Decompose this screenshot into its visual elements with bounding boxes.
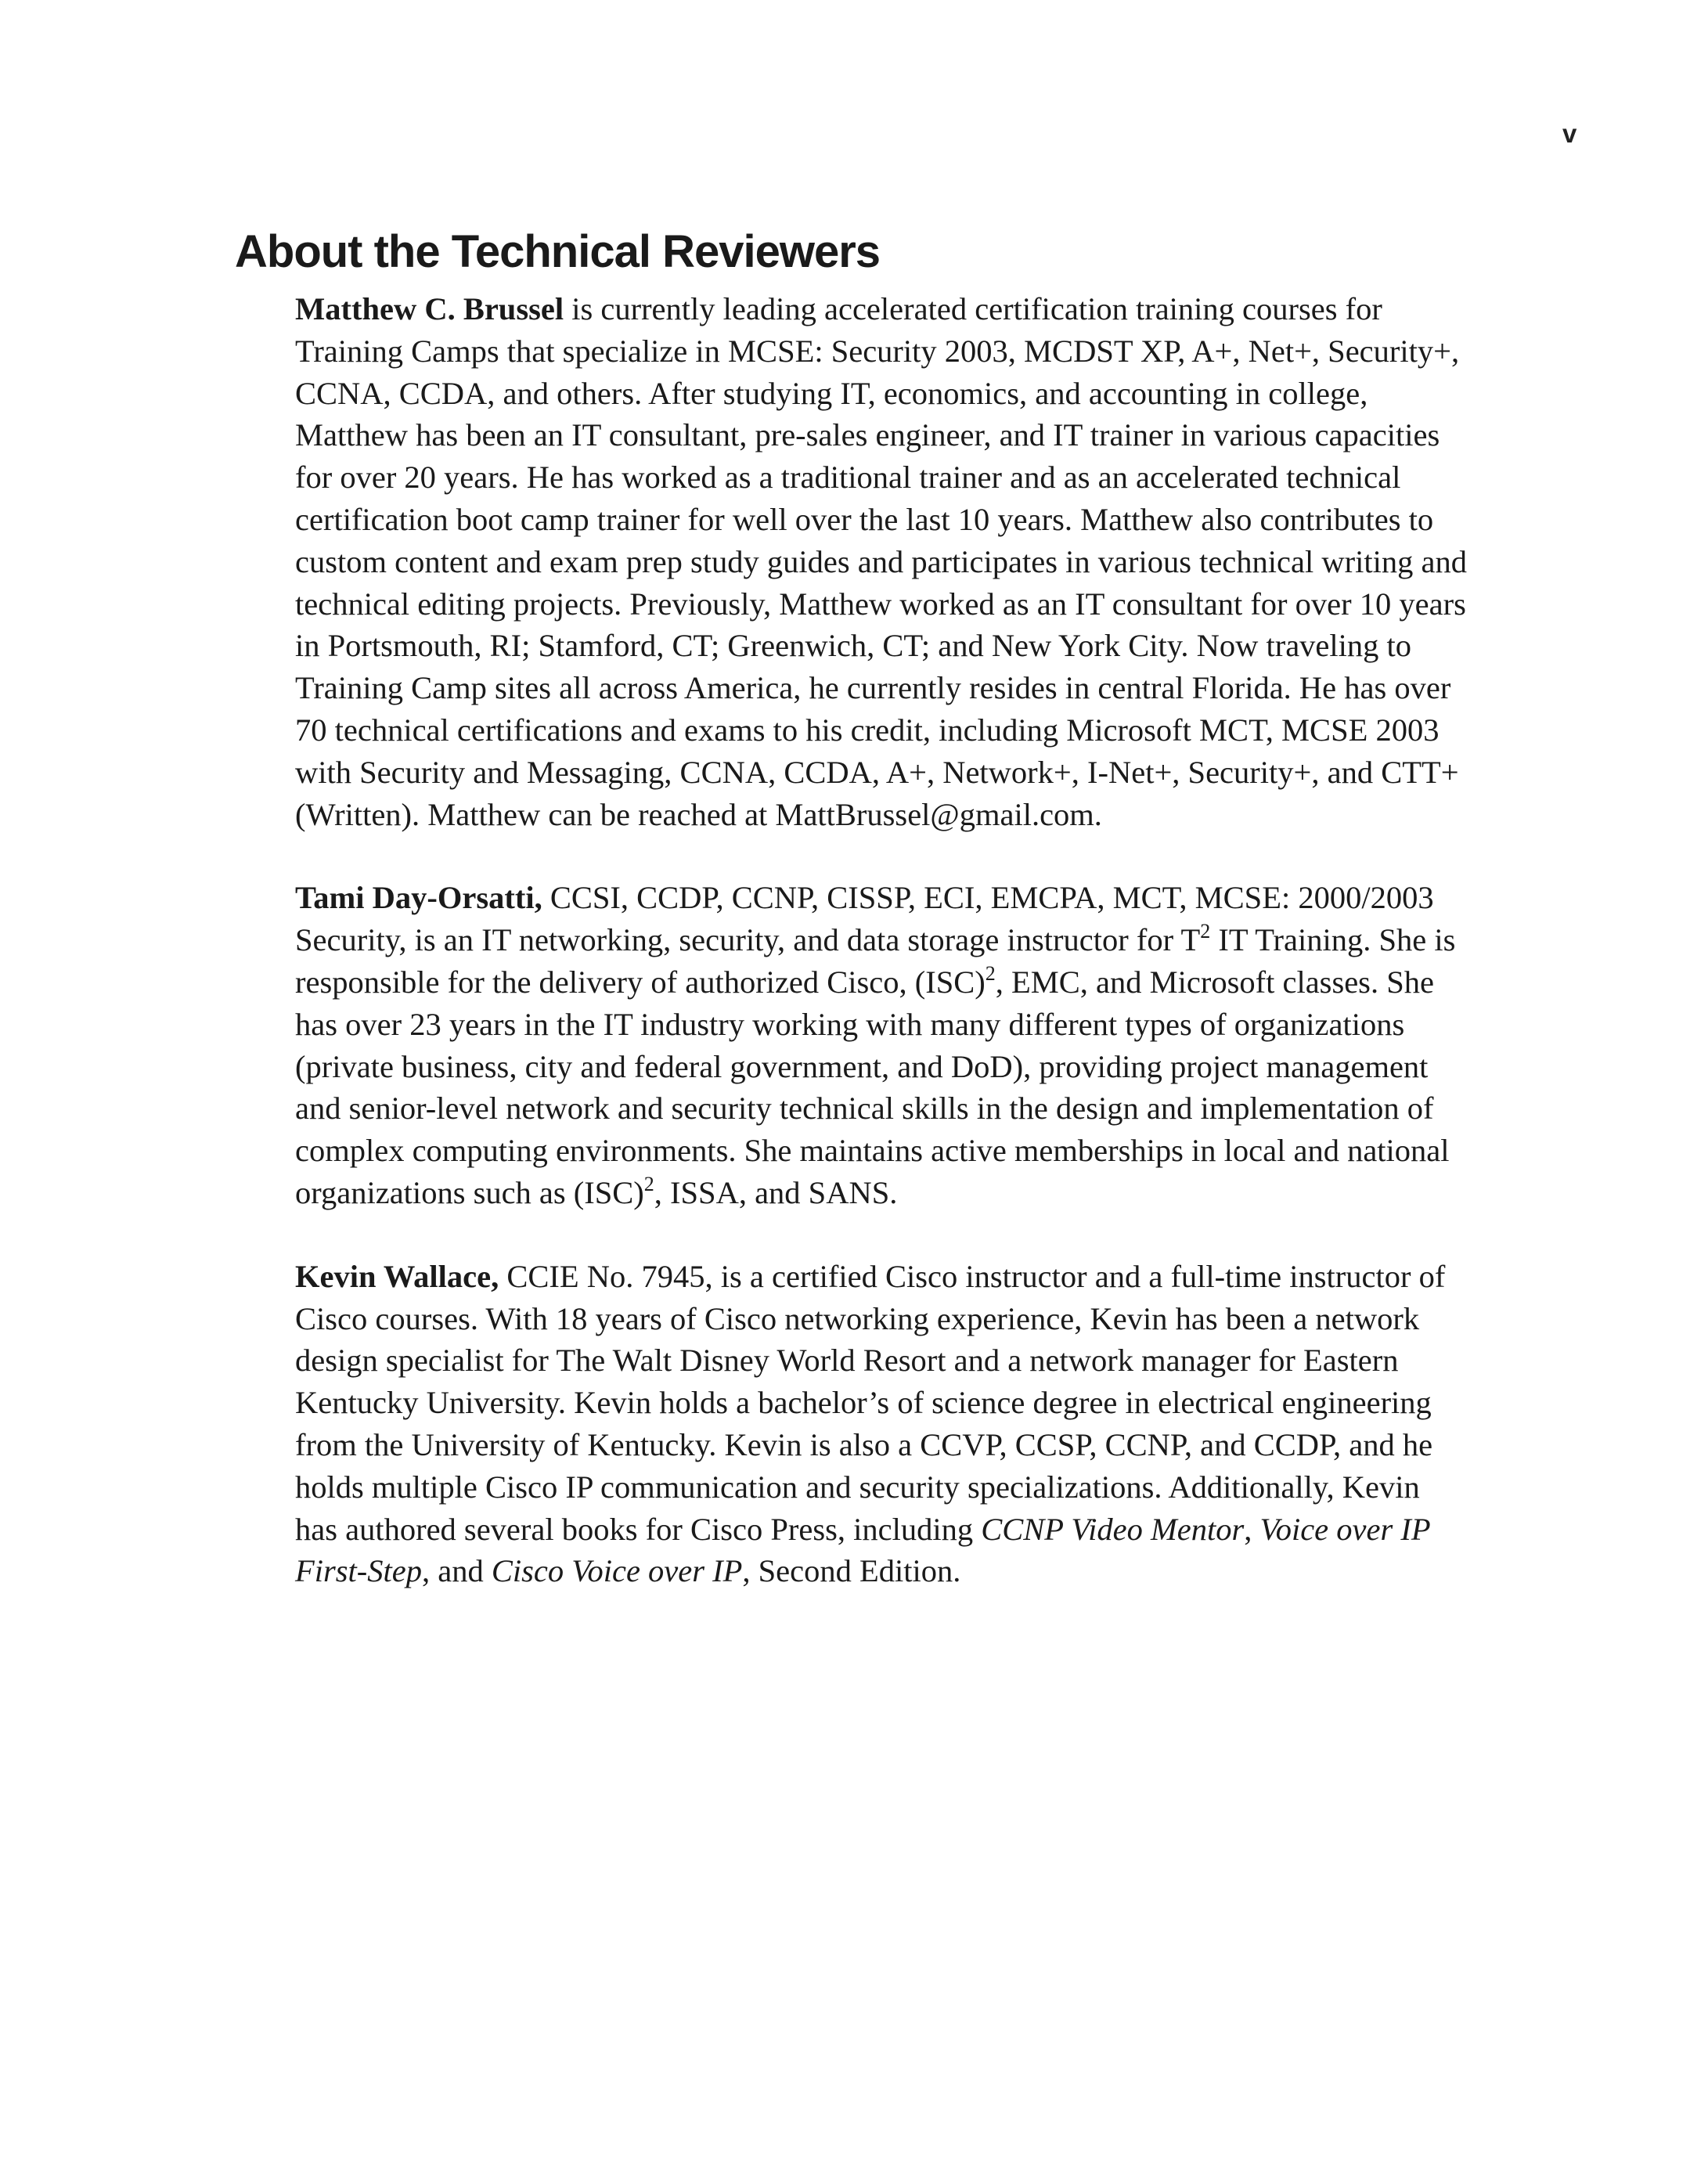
book-title: Cisco Voice over IP bbox=[491, 1553, 743, 1589]
reviewer-name: Matthew C. Brussel bbox=[295, 291, 564, 326]
bio-text: CCSI, CCDP, CCNP, CISSP, ECI, EMCPA, MCT, MCSE: 2000/2003 Security, is an IT networking, security, and data storage instructor for T bbox=[295, 880, 1434, 958]
page-number: v bbox=[1562, 119, 1577, 148]
bio-text: , and bbox=[421, 1553, 492, 1589]
bio-text: CCIE No. 7945, is a certified Cisco instructor and a full-time instructor of Cisco courses. With 18 years of Cisco networking experience, Kevin has been a network design specialist for The Walt Disney World Resort and a network manager for Eastern Kentucky University. Kevin holds a bachelor’s of science degree in electrical engineering from the University of Kentucky. Kevin is also a CCVP, CCSP, CCNP, and CCDP, and he holds multiple Cisco IP communication and security specializations. Additionally, Kevin has authored several books for Cisco Press, including bbox=[295, 1258, 1446, 1547]
bio-text: , Second Edition. bbox=[742, 1553, 961, 1589]
superscript: 2 bbox=[985, 961, 996, 985]
bio-text: , EMC, and Microsoft classes. She has over 23 years in the IT industry working with many different types of organizations (private business, city and federal government, and DoD), providing project management and senior-level network and security technical skills in the design and implementation of complex computing environments. She maintains active memberships in local and national organizations such as (ISC) bbox=[295, 964, 1450, 1210]
bio-text: , ISSA, and SANS. bbox=[654, 1174, 898, 1210]
bio-text: , bbox=[1244, 1511, 1260, 1547]
reviewer-name: Kevin Wallace, bbox=[295, 1258, 499, 1294]
reviewers-section bbox=[295, 288, 1469, 1634]
book-title: Voice over IP First-Step bbox=[295, 1511, 1430, 1589]
bio-tami-day-orsatti bbox=[295, 877, 1469, 1213]
bio-text: is currently leading accelerated certification training courses for Training Camps that specialize in MCSE: Security 2003, MCDST XP, A+, Net+, Security+, CCNA, CCDA, and others. After studying IT, economics, and accounting in college, Matthew has been an IT consultant, pre-sales engineer, and IT trainer in various capacities for over 20 years. He has worked as a traditional trainer and as an accelerated technical certification boot camp trainer for well over the last 10 years. Matthew also contributes to custom content and exam prep study guides and participates in various technical writing and technical editing projects. Previously, Matthew worked as an IT consultant for over 10 years in Portsmouth, RI; Stamford, CT; Greenwich, CT; and New York City. Now traveling to Training Camp sites all across America, he currently resides in central Florida. He has over 70 technical certifications and exams to his credit, including Microsoft MCT, MCSE 2003 with Security and Messaging, CCNA, CCDA, A+, Network+, I-Net+, Security+, and CTT+ (Written). Matthew can be reached at MattBrussel@gmail.com. bbox=[295, 291, 1467, 832]
superscript: 2 bbox=[643, 1172, 654, 1195]
book-title: CCNP Video Mentor bbox=[981, 1511, 1245, 1547]
bio-text: IT Training. She is responsible for the delivery of authorized Cisco, (ISC) bbox=[295, 922, 1456, 1000]
page-title: About the Technical Reviewers bbox=[235, 226, 881, 277]
bio-kevin-wallace bbox=[295, 1256, 1469, 1592]
reviewer-name: Tami Day-Orsatti, bbox=[295, 880, 542, 916]
superscript: 2 bbox=[1200, 920, 1211, 943]
bio-matthew-brussel bbox=[295, 288, 1469, 835]
